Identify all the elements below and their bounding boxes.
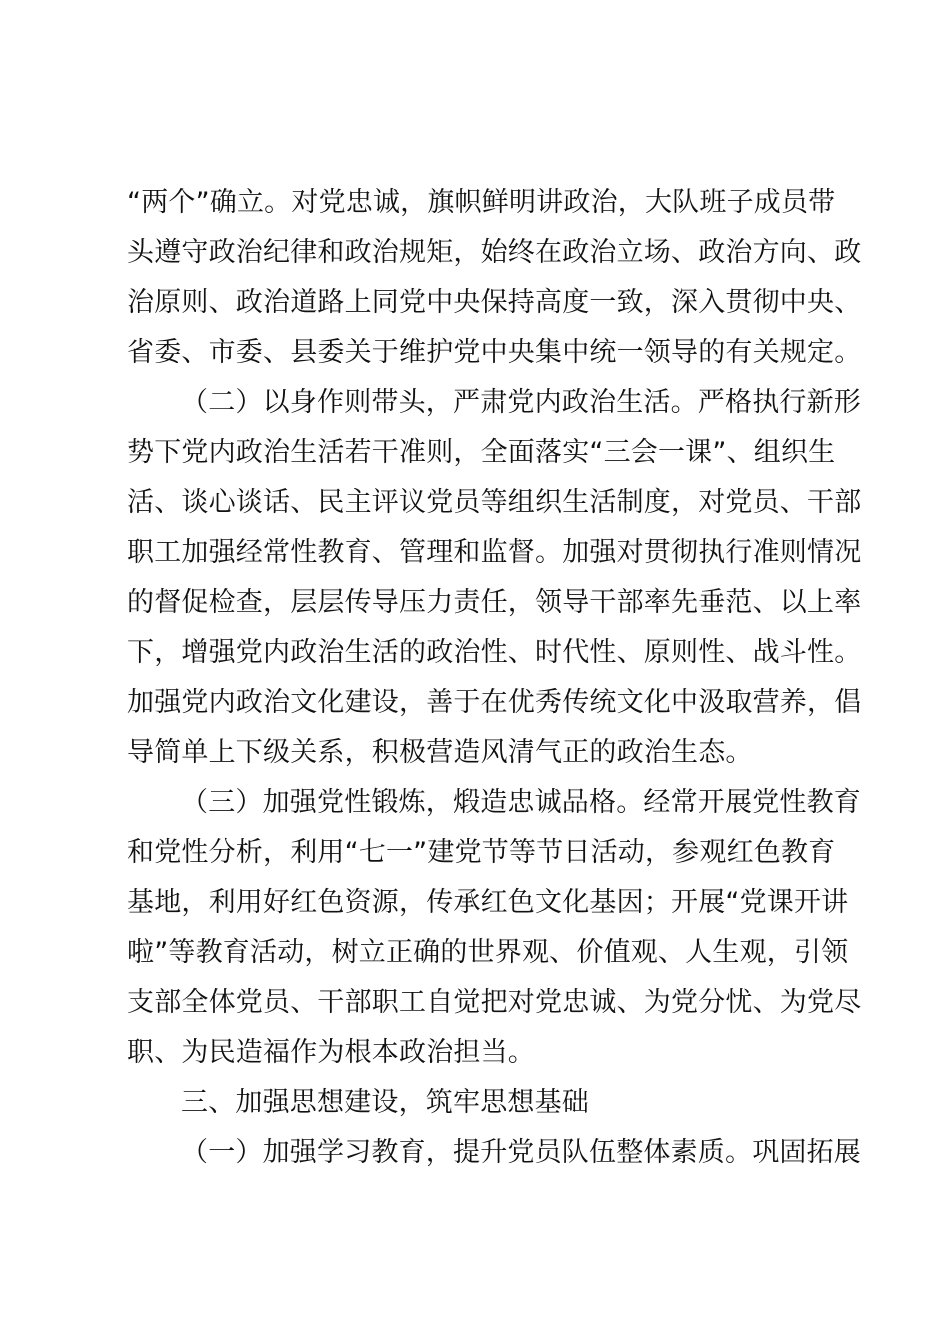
text-line: 治原则、政治道路上同党中央保持高度一致，深入贯彻中央、 (127, 287, 862, 318)
text-line: 加强党内政治文化建设，善于在优秀传统文化中汲取营养，倡 (127, 687, 862, 718)
text-line: 头遵守政治纪律和政治规矩，始终在政治立场、政治方向、政 (127, 237, 862, 268)
text-line: 的督促检查，层层传导压力责任，领导干部率先垂范、以上率 (127, 587, 862, 618)
text-line: （三）加强党性锻炼，煅造忠诚品格。经常开展党性教育 (181, 787, 861, 818)
section-heading: 三、加强思想建设，筑牢思想基础 (181, 1087, 589, 1118)
text-line: 啦”等教育活动，树立正确的世界观、价值观、人生观，引领 (127, 937, 849, 968)
text-line: 省委、市委、县委关于维护党中央集中统一领导的有关规定。 (127, 337, 862, 368)
text-line: 支部全体党员、干部职工自觉把对党忠诚、为党分忧、为党尽 (127, 987, 862, 1018)
text-line: （一）加强学习教育，提升党员队伍整体素质。巩固拓展 (181, 1137, 861, 1168)
text-line: 势下党内政治生活若干准则，全面落实“三会一课”、组织生 (127, 437, 836, 468)
text-line: 下，增强党内政治生活的政治性、时代性、原则性、战斗性。 (127, 637, 862, 668)
text-line: “两个”确立。对党忠诚，旗帜鲜明讲政治，大队班子成员带 (127, 187, 836, 218)
text-line: 基地，利用好红色资源，传承红色文化基因；开展“党课开讲 (127, 887, 849, 918)
text-line: 职、为民造福作为根本政治担当。 (127, 1037, 535, 1068)
text-line: 导简单上下级关系，积极营造风清气正的政治生态。 (127, 737, 753, 768)
text-line: 和党性分析，利用“七一”建党节等节日活动，参观红色教育 (127, 837, 836, 868)
document-body (127, 178, 862, 1178)
text-line: （二）以身作则带头，严肃党内政治生活。严格执行新形 (181, 387, 861, 418)
text-line: 活、谈心谈话、民主评议党员等组织生活制度，对党员、干部 (127, 487, 862, 518)
text-line: 职工加强经常性教育、管理和监督。加强对贯彻执行准则情况 (127, 537, 862, 568)
